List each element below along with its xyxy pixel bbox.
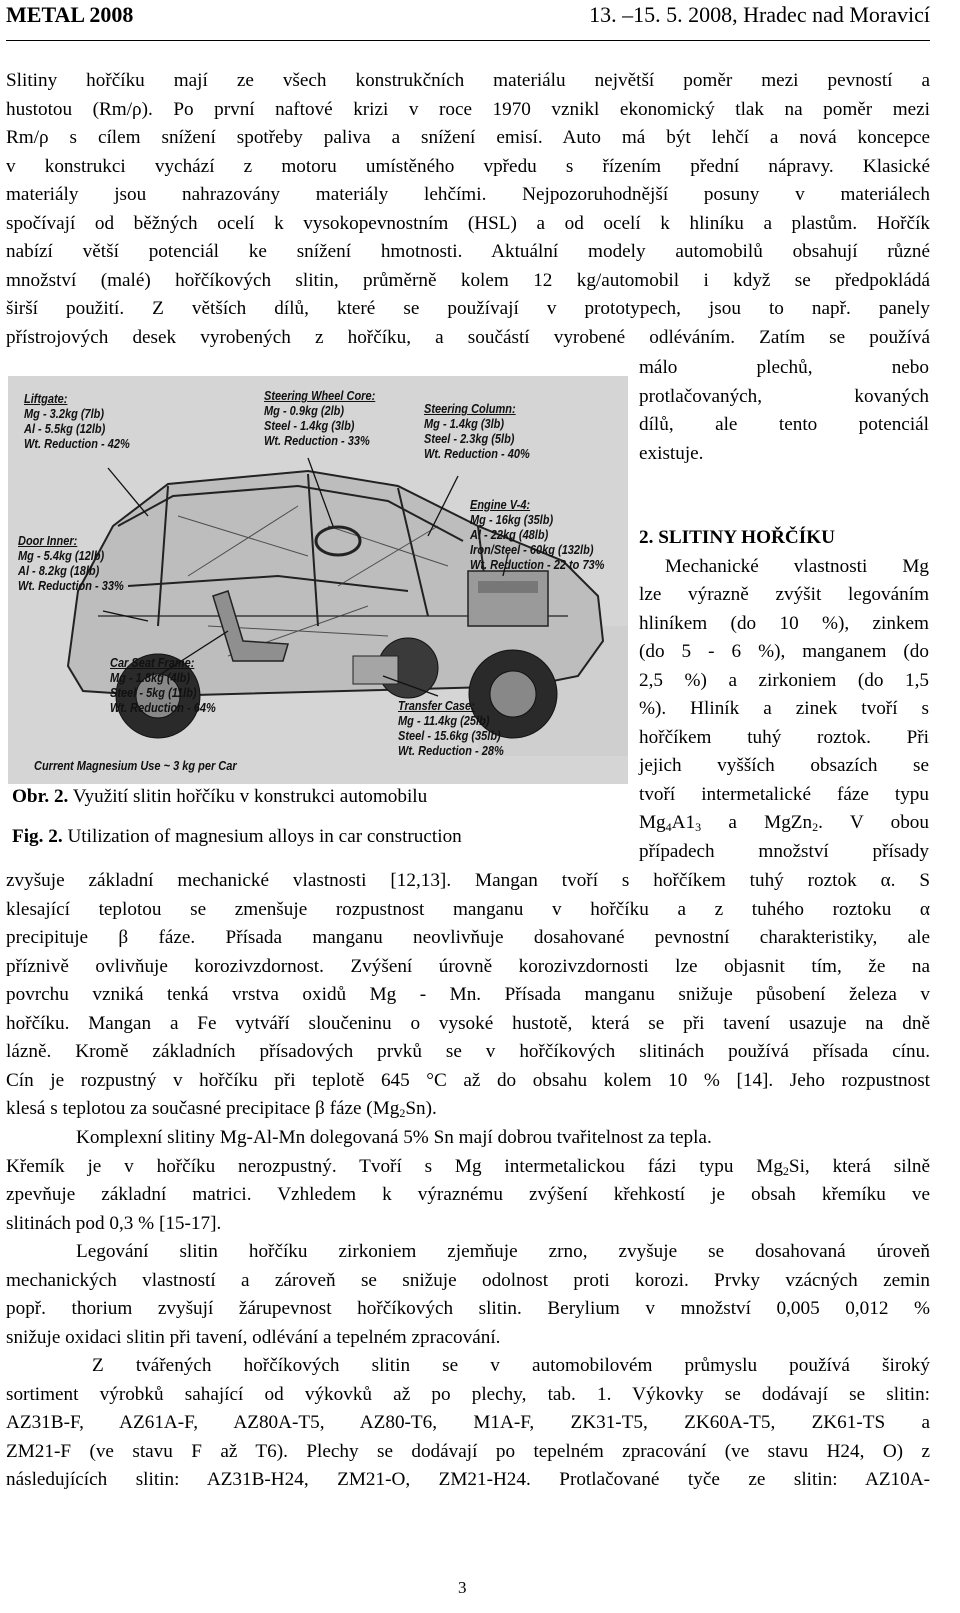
text-line: nabízí větší potenciál ke snížení hmotnosti. Aktuální modely automobilů obsahují různé [6, 241, 930, 262]
text-line: Křemík je v hořčíku nerozpustný. Tvoří s Mg intermetalickou fázi typu $Mg_2Si$, která silně [6, 1155, 931, 1178]
text-line: hliníkem (do 10 %), zinkem [639, 612, 929, 634]
section-2-column [639, 524, 929, 866]
text-line: %). Hliník a zinek tvoří s [639, 698, 929, 719]
text-line: málo plechů, nebo [639, 357, 929, 378]
page-header [6, 0, 930, 41]
figure-caption-cz: Obr. 2. Využití slitin hořčíku v konstrukci automobilu [12, 786, 428, 807]
header-dates: 13. –15. 5. 2008, Hradec nad Moravicí [589, 2, 930, 27]
body-paragraph-1 [6, 867, 930, 1124]
text-line: existuje. [639, 442, 704, 464]
text-line: AZ31B-F, AZ61A-F, AZ80A-T5, AZ80-T6, M1A-F, ZK31-T5, ZK60A-T5, ZK61-TS a [6, 1412, 930, 1433]
text-line: množství (malé) hořčíkových slitin, průměrně kolem 12 kg/automobil i když se předpokládá [6, 269, 930, 291]
text-line: příznivě ovlivňuje korozivzdornost. Zvýšení úrovně korozivzdornosti lze objasnit tím, že na [6, 955, 930, 977]
text-line: Slitiny hořčíku mají ze všech konstrukčních materiálu největší poměr mezi pevností a [6, 70, 930, 91]
text-line: ZM21-F (ve stavu F až T6). Plechy se dodávají po tepelném zpracování (ve stavu H24, O) z [6, 1440, 930, 1462]
body-paragraph-3 [6, 1238, 930, 1352]
text-line: přístrojových desek vyrobených z hořčíku, a součástí vyrobené odléváním. Zatím se používá [6, 326, 930, 348]
section-heading: 2. SLITINY HOŘČÍKU [639, 527, 835, 548]
text-line: hořčíku. Mangan a Fe vytváří sloučeninu o vysoké hustotě, která se při tavení usazuje na dně [6, 1012, 930, 1034]
text-line: sortiment výrobků sahající od výkovků až po plechy, tab. 1. Výkovky se dodávají se slitin: [6, 1383, 930, 1405]
text-line: Legování slitin hořčíku zirkoniem zjemňuje zrno, zvyšuje se dosahovaná úroveň [76, 1241, 930, 1262]
label-current-use: Current Magnesium Use ~ 3 kg per Car [34, 759, 237, 773]
text-line: jejich vyšších obsazích se [639, 755, 929, 776]
text-line: dílů, ale tento potenciál [639, 414, 929, 435]
text-line: snižuje oxidaci slitin při tavení, odlévání a tepelném zpracování. [6, 1326, 501, 1348]
text-line: mechanických vlastností a zároveň se snižuje odolnost proti korozi. Prvky vzácných zemin [6, 1269, 930, 1291]
text-line: materiály jsou nahrazovány materiály lehčími. Nejpozoruhodnější posuny v materiálech [6, 184, 930, 205]
text-line: protlačovaných, kovaných [639, 385, 929, 407]
figure-caption-en: Fig. 2. Utilization of magnesium alloys in car construction [12, 826, 462, 847]
text-line: případech množství přísady [639, 840, 929, 862]
text-line: v konstrukci vychází z motoru umístěného vpředu s řízením přední nápravy. Klasické [6, 155, 930, 177]
right-column-continuation [639, 354, 929, 468]
label-liftgate: Liftgate: Mg - 3.2kg (7lb) Al - 5.5kg (12lb) Wt. Reduction - 42% [24, 392, 130, 451]
header-conference: METAL 2008 [6, 2, 134, 27]
intro-paragraph [6, 67, 930, 352]
text-line-formula: $Mg_4A1_3$ a MgZn$_2$. V obou [639, 812, 929, 834]
body-paragraph-4 [6, 1352, 930, 1495]
text-line: Cín je rozpustný v hořčíku při teplotě 645 °C až do obsahu kolem 10 % [14]. Jeho rozpustnost [6, 1069, 930, 1091]
label-door-inner: Door Inner: Mg - 5.4kg (12lb) Al - 8.2kg (18lb) Wt. Reduction - 33% [18, 534, 124, 593]
text-line: klesající teplotou se zmenšuje rozpustnost manganu v hořčíku a z tuhého roztoku α [6, 898, 930, 920]
text-line: hořčíkem tuhý roztok. Při [639, 726, 929, 748]
text-line: lázně. Kromě základních přísadových prvků se v hořčíkových slitinách používá přísada cínu. [6, 1041, 930, 1062]
text-line: popř. thorium zvyšují žárupevnost hořčíkových slitin. Berylium v množství 0,005 0,012 % [6, 1298, 930, 1319]
text-line: precipituje β fáze. Přísada manganu neovlivňuje dosahované pevnostní charakteristiky, ale [6, 927, 930, 948]
label-transfer-case: Transfer Case: Mg - 11.4kg (25lb) Steel - 15.6kg (35lb) Wt. Reduction - 28% [398, 699, 504, 758]
text-line: (do 5 - 6 %), manganem (do [639, 641, 929, 662]
text-line: Komplexní slitiny Mg-Al-Mn dolegovaná 5% Sn mají dobrou tvařitelnost za tepla. [76, 1127, 712, 1148]
text-line: Rm/ρ s cílem snížení spotřeby paliva a snížení emisí. Auto má být lehčí a nová koncepce [6, 127, 930, 148]
label-car-seat-frame: Car Seat Frame: Mg - 1.8kg (4lb) Steel - 5kg (11lb) Wt. Reduction - 64% [110, 656, 216, 715]
label-steering-wheel-core: Steering Wheel Core: Mg - 0.9kg (2lb) Steel - 1.4kg (3lb) Wt. Reduction - 33% [264, 389, 376, 448]
text-line: spočívají od běžných ocelí k vysokopevnostním (HSL) a od ocelí k hliníku a plastům. Hořčík [6, 212, 930, 234]
text-line: tvoří intermetalické fáze typu [639, 783, 929, 805]
label-steering-column: Steering Column: Mg - 1.4kg (3lb) Steel - 2.3kg (5lb) Wt. Reduction - 40% [424, 402, 530, 461]
text-line: Mechanické vlastnosti Mg [665, 555, 929, 577]
text-line: hustotou (Rm/ρ). Po první naftové krizi v roce 1970 vznikl ekonomický tlak na poměr mezi [6, 98, 930, 120]
text-line: povrchu vzniká tenká vrstva oxidů Mg - Mn. Přísada manganu snižuje působení železa v [6, 984, 930, 1005]
text-line: slitinách pod 0,3 % [15-17]. [6, 1212, 222, 1234]
page-number: 3 [458, 1578, 467, 1597]
text-line: zpevňuje základní matrici. Vzhledem k výraznému zvýšení křehkostí je obsah křemíku ve [6, 1184, 930, 1205]
text-line: zvyšuje základní mechanické vlastnosti [12,13]. Mangan tvoří s hořčíkem tuhý roztok α. S [6, 870, 930, 891]
text-line: Z tvářených hořčíkových slitin se v automobilovém průmyslu používá široký [92, 1355, 930, 1376]
text-line: širší použití. Z větších dílů, které se používají v prototypech, jsou to např. panely [6, 298, 930, 319]
text-line: následujících slitin: AZ31B-H24, ZM21-O, ZM21-H24. Protlačované tyče ze slitin: AZ10A- [6, 1469, 930, 1490]
text-line: klesá s teplotou za současné precipitace β fáze $(Mg_2Sn)$. [6, 1098, 437, 1120]
label-engine: Engine V-4: Mg - 16kg (35lb) Al - 22kg (48lb) Iron/Steel - 60kg (132lb) Wt. Reduction - 22 to 73% [470, 498, 605, 572]
body-paragraph-2 [6, 1124, 930, 1238]
car-magnesium-figure [8, 376, 628, 784]
text-line: 2,5 %) a zirkoniem (do 1,5 [639, 669, 929, 691]
text-line: lze výrazně zvýšit legováním [639, 584, 929, 605]
